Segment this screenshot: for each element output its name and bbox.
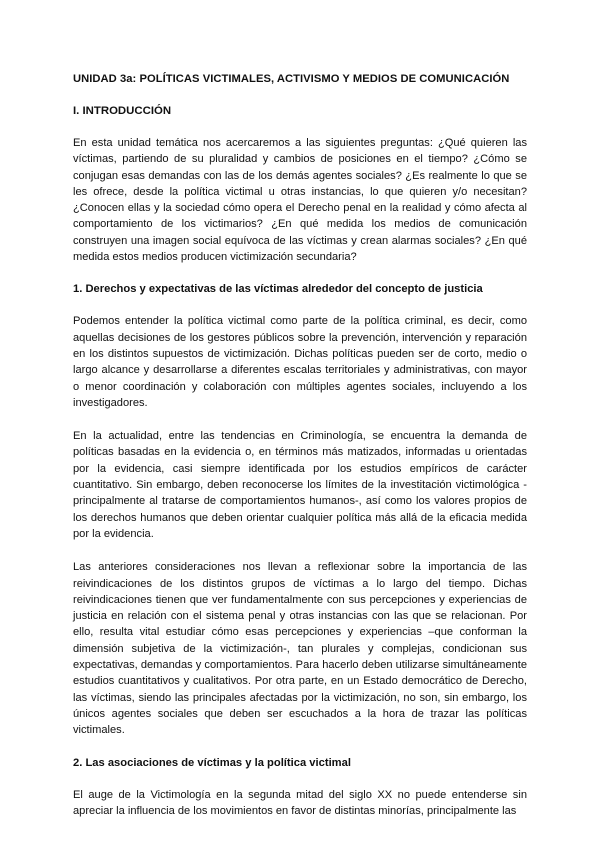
intro-paragraph: En esta unidad temática nos acercaremos a las siguientes preguntas: ¿Qué quieren las víctimas, partiendo de su pluralidad y cambios de posiciones en el tiempo? ¿Cómo se conjugan esas demandas con las de los demás agentes sociales? ¿Es realmente lo que se les ofrece, desde la política victimal u otras instancias, lo que quieren y/o necesitan? ¿Conocen ellas y la sociedad cómo opera el Derecho penal en la realidad y cómo afecta al comportamiento de los victimarios? ¿En qué medida los medios de comunicación construyen una imagen social equívoca de las víctimas y crean alarmas sociales? ¿En qué medida estos medios producen victimización secundaria?: [73, 137, 527, 264]
section-2-paragraph-1: El auge de la Victimología en la segunda mitad del siglo XX no puede entenderse sin apreciar la influencia de los movimientos en favor de distintas minorías, principalmente las: [73, 788, 527, 817]
section-1-paragraph-2: En la actualidad, entre las tendencias en Criminología, se encuentra la demanda de políticas basadas en la evidencia o, en términos más matizados, informadas u orientadas por la evidencia, casi siempre identificada por los estudios empíricos de carácter cuantitativo. Sin embargo, deben reconocerse los límites de la investitación victimológica -principalmente al tratarse de comportamientos humanos-, así como los valores propios de los derechos humanos que deben orientar cualquier política más allá de la eficacia medida por la evidencia.: [73, 430, 527, 540]
section-1-paragraph-3: Las anteriores consideraciones nos llevan a reflexionar sobre la importancia de las reivindicaciones de los distintos grupos de víctimas a lo largo del tiempo. Dichas reivindicaciones tienen que ver fundamentalmente con sus percepciones y experiencias de justicia en relación con el sistema penal y otras instancias con las que se relacionan. Por ello, resulta vital estudiar cómo esas percepciones y experiencias –que conforman la dimensión subjetiva de la victimización-, tan plurales y complejas, condicionan sus expectativas, demandas y comportamientos. Para hacerlo deben utilizarse simultáneamente estudios cuantitativos y cualitativos. Por otra parte, en un Estado democrático de Derecho, las víctimas, siendo las principales afectadas por la victimización, no son, sin embargo, los únicos agentes sociales que deben ser escuchados a la hora de trazar las políticas victimales.: [73, 561, 527, 737]
section-heading-intro: I. INTRODUCCIÓN: [73, 105, 172, 117]
unit-title: UNIDAD 3a: POLÍTICAS VICTIMALES, ACTIVISMO Y MEDIOS DE COMUNICACIÓN: [73, 73, 510, 85]
section-heading-1: 1. Derechos y expectativas de las víctimas alrededor del concepto de justicia: [73, 283, 483, 296]
section-1-paragraph-1: Podemos entender la política victimal como parte de la política criminal, es decir, como aquellas decisiones de los gestores públicos sobre la prevención, intervención y reparación en los distintos supuestos de victimización. Dichas políticas pueden ser de corto, medio o largo alcance y desarrollarse a diferentes escalas territoriales y administrativas, con mayor o menor coordinación y colaboración con múltiples agentes sociales, incluyendo a los investigadores.: [73, 315, 527, 409]
section-heading-2: 2. Las asociaciones de víctimas y la política victimal: [73, 756, 351, 769]
